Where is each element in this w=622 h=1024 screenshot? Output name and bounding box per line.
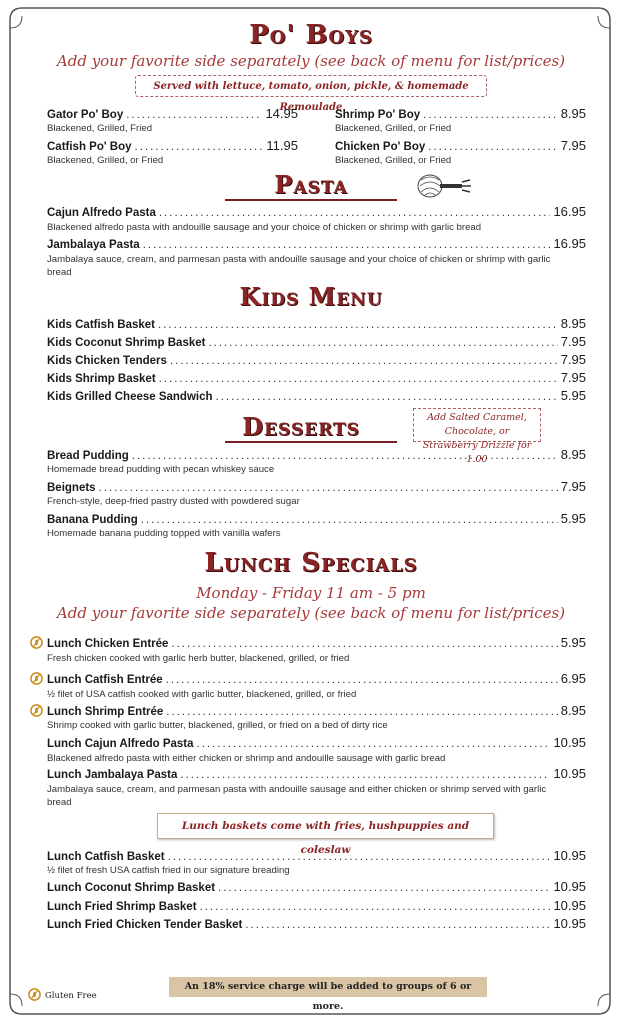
gluten-free-icon	[30, 636, 43, 649]
lunch-subtitle: Add your favorite side separately (see back of menu for list/prices)	[56, 604, 566, 622]
poboys-served-note	[135, 75, 487, 113]
menu-item-desc: Homemade bread pudding with pecan whiskey sauce	[47, 464, 275, 475]
menu-item-jambalaya-pasta: Jambalaya Pasta ..... 16.95	[47, 236, 586, 251]
menu-item-cajun-alfredo: Cajun Alfredo Pasta ..... 16.95	[47, 204, 586, 219]
menu-item-desc: French-style, deep-fried pastry dusted with powdered sugar	[47, 496, 300, 507]
lunch-title: Lunch Specials	[204, 548, 418, 578]
menu-item-bread-pudding: Bread Pudding ..... 8.95	[47, 447, 586, 462]
gluten-free-icon	[30, 672, 43, 685]
poboys-subtitle: Add your favorite side separately (see back of menu for list/prices)	[56, 52, 566, 70]
menu-item-kids-grilled-cheese: Kids Grilled Cheese Sandwich ..... 5.95	[47, 388, 586, 403]
gluten-free-icon	[30, 704, 43, 717]
menu-item-lunch-chicken-tender-basket: Lunch Fried Chicken Tender Basket ..... 10.95	[47, 916, 586, 931]
menu-item-lunch-cajun-alfredo: Lunch Cajun Alfredo Pasta ..... 10.95	[47, 735, 586, 750]
lunch-hours: Monday - Friday 11 am - 5 pm	[196, 584, 426, 602]
menu-item-lunch-coconut-shrimp-basket: Lunch Coconut Shrimp Basket ..... 10.95	[47, 879, 586, 894]
menu-item-desc: Blackened alfredo pasta with either chicken or shrimp and andouille sausage with garlic bread	[47, 753, 446, 764]
menu-item-lunch-fried-shrimp-basket: Lunch Fried Shrimp Basket ..... 10.95	[47, 898, 586, 913]
service-charge-note: An 18% service charge will be added to groups of 6 or more.	[169, 977, 487, 997]
poboys-served-text: Served with lettuce, tomato, onion, pickle, & homemade Remoulade	[153, 81, 469, 113]
menu-item-desc: ½ filet of USA catfish cooked with garlic butter, blackened, grilled, or fried	[47, 689, 357, 700]
menu-item-lunch-catfish-basket: Lunch Catfish Basket ..... 10.95	[47, 848, 586, 863]
menu-item-gator-poboy: Gator Po' Boy ..... 14.95	[47, 106, 298, 121]
gluten-free-icon	[28, 988, 41, 1001]
menu-item-kids-chicken-tenders: Kids Chicken Tenders ..... 7.95	[47, 352, 586, 367]
menu-item-desc: Blackened, Grilled, Fried	[47, 123, 153, 134]
gluten-free-legend: Gluten Free	[45, 991, 97, 1001]
baskets-note-text: Lunch baskets come with fries, hushpuppies and coleslaw	[181, 820, 470, 856]
menu-item-lunch-shrimp: Lunch Shrimp Entrée ..... 8.95	[47, 703, 586, 718]
menu-item-desc: Blackened, Grilled, or Fried	[335, 155, 452, 166]
menu-item-desc: Jambalaya sauce, cream, and parmesan pasta with andouille sausage and your choice of chicken or shrimp with garlic bread	[47, 254, 551, 278]
menu-item-lunch-catfish: Lunch Catfish Entrée ..... 6.95	[47, 671, 586, 686]
pasta-fork-icon	[412, 172, 474, 202]
menu-item-kids-shrimp: Kids Shrimp Basket ..... 7.95	[47, 370, 586, 385]
menu-item-kids-catfish: Kids Catfish Basket ..... 8.95	[47, 316, 586, 331]
pasta-title: Pasta	[274, 170, 348, 199]
pasta-underline	[225, 199, 397, 201]
menu-item-desc: Blackened, Grilled, or Fried	[335, 123, 452, 134]
menu-item-desc: Fresh chicken cooked with garlic herb butter, blackened, grilled, or fried	[47, 653, 350, 664]
menu-item-desc: Homemade banana pudding topped with vanilla wafers	[47, 528, 281, 539]
menu-item-lunch-chicken: Lunch Chicken Entrée ..... 5.95	[47, 635, 586, 650]
menu-item-kids-coconut-shrimp: Kids Coconut Shrimp Basket ..... 7.95	[47, 334, 586, 349]
menu-item-shrimp-poboy: Shrimp Po' Boy ..... 8.95	[335, 106, 586, 121]
kids-title: Kids Menu	[239, 282, 383, 311]
menu-item-desc: Jambalaya sauce, cream, and parmesan pasta with andouille sausage and either chicken or shrimp served with garlic bread	[47, 784, 547, 808]
menu-item-desc: Shrimp cooked with garlic butter, blackened, grilled, or fried on a bed of dirty rice	[47, 720, 388, 731]
menu-item-chicken-poboy: Chicken Po' Boy ..... 7.95	[335, 138, 586, 153]
menu-item-desc: ½ filet of fresh USA catfish fried in our signature breading	[47, 865, 290, 876]
menu-item-desc: Blackened, Grilled, or Fried	[47, 155, 164, 166]
desserts-title: Desserts	[242, 412, 360, 441]
desserts-underline	[225, 441, 397, 443]
menu-item-beignets: Beignets ..... 7.95	[47, 479, 586, 494]
drizzle-note: Add Salted Caramel, Chocolate, or Strawberry Drizzle for 1.00	[413, 408, 541, 442]
menu-item-desc: Blackened alfredo pasta with andouille sausage and your choice of chicken or shrimp with garlic bread	[47, 222, 482, 233]
menu-item-lunch-jambalaya: Lunch Jambalaya Pasta ..... 10.95	[47, 766, 586, 781]
menu-item-banana-pudding: Banana Pudding ..... 5.95	[47, 511, 586, 526]
poboys-title: Po' Boys	[249, 20, 373, 50]
menu-item-catfish-poboy: Catfish Po' Boy ..... 11.95	[47, 138, 298, 153]
baskets-note	[157, 813, 494, 856]
